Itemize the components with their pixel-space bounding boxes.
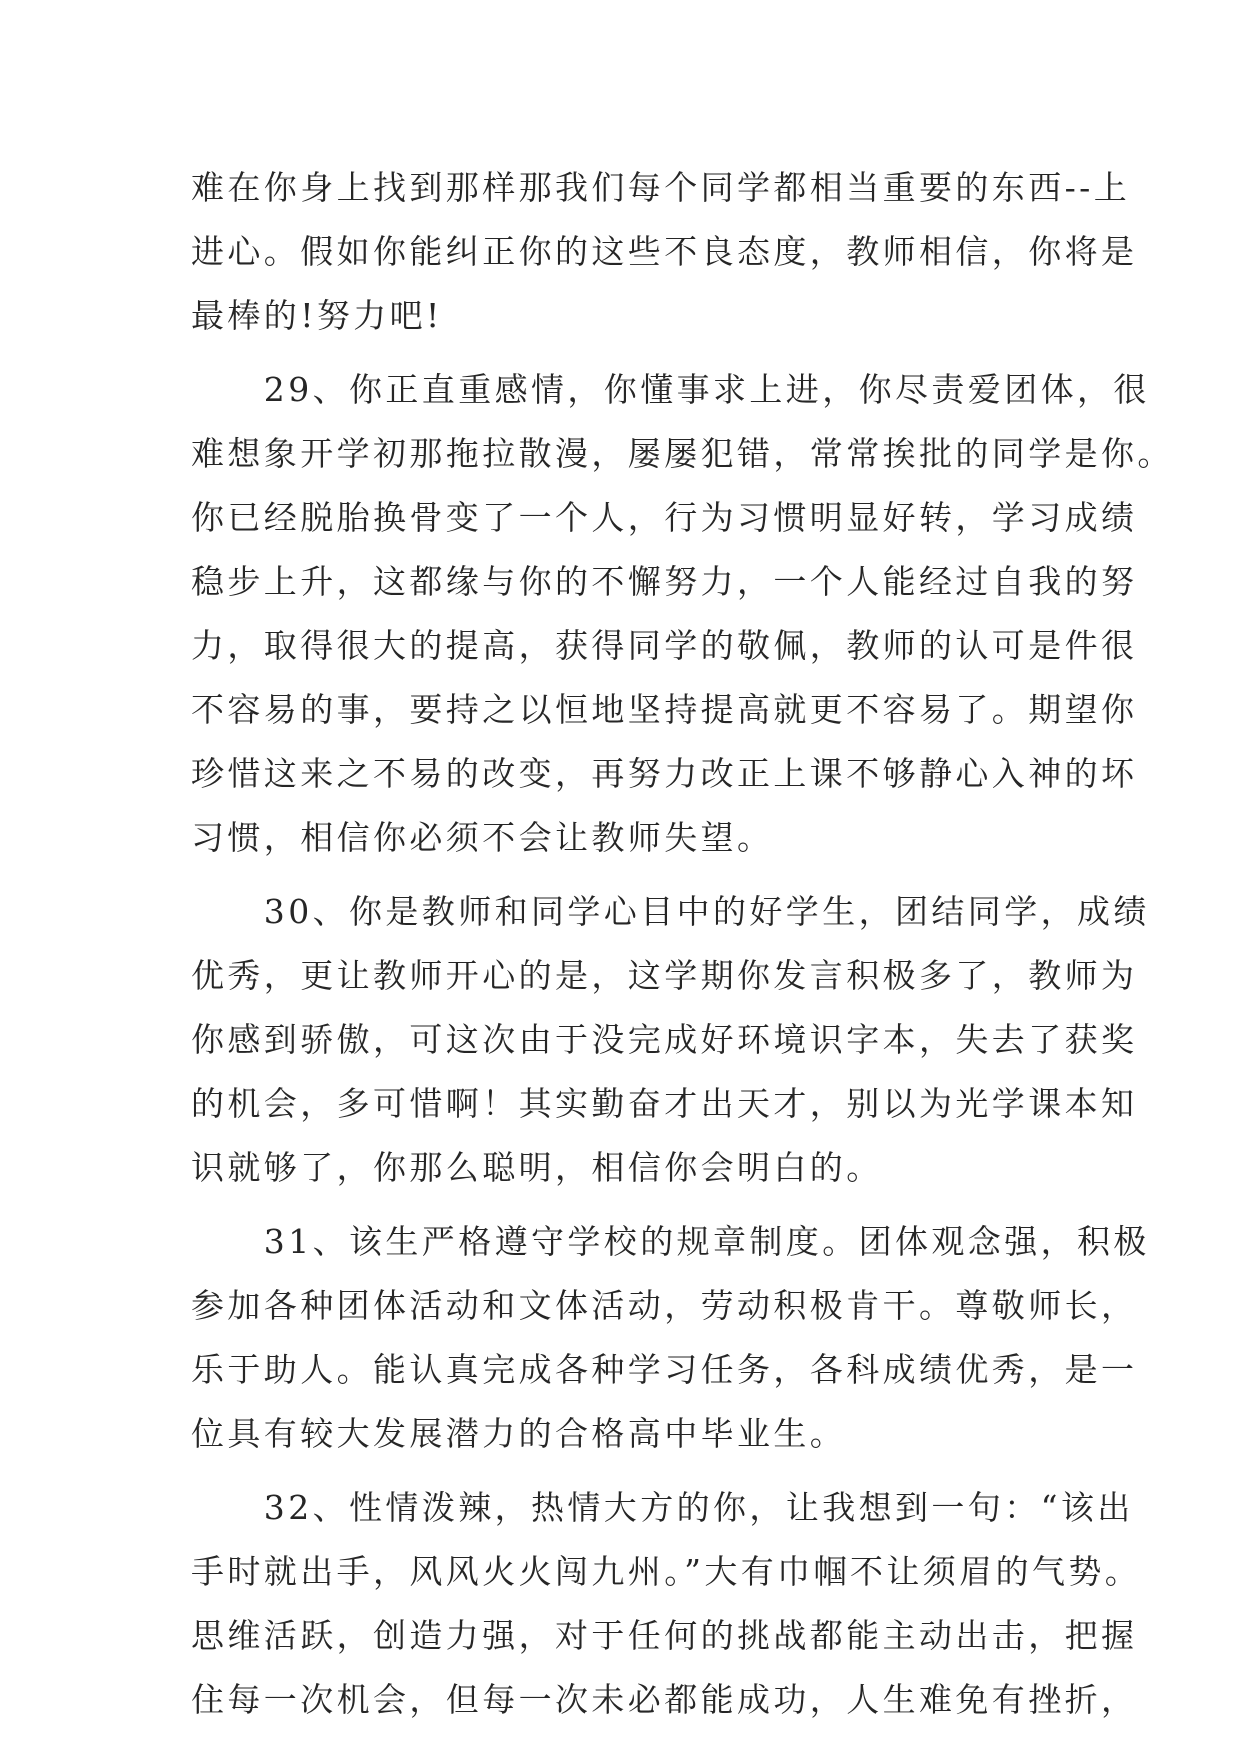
text-line: 进心。假如你能纠正你的这些不良态度，教师相信，你将是 — [191, 232, 1138, 271]
paragraph-30 — [191, 880, 1150, 1200]
paragraph-31 — [191, 1210, 1150, 1466]
text-line: 最棒的!努力吧! — [191, 296, 443, 335]
text-line: 参加各种团体活动和文体活动，劳动积极肯干。尊敬师长， — [191, 1286, 1138, 1325]
text-line: 32、性情泼辣，热情大方的你，让我想到一句：“该出 — [191, 1488, 1134, 1527]
text-line: 乐于助人。能认真完成各种学习任务，各科成绩优秀，是一 — [191, 1350, 1138, 1389]
text-line: 不容易的事，要持之以恒地坚持提高就更不容易了。期望你 — [191, 690, 1138, 729]
text-line: 31、该生严格遵守学校的规章制度。团体观念强，积极 — [191, 1222, 1150, 1261]
text-line: 稳步上升，这都缘与你的不懈努力，一个人能经过自我的努 — [191, 562, 1138, 601]
text-line: 习惯，相信你必须不会让教师失望。 — [191, 818, 774, 857]
text-line: 你感到骄傲，可这次由于没完成好环境识字本，失去了获奖 — [191, 1020, 1138, 1059]
text-line: 力，取得很大的提高，获得同学的敬佩，教师的认可是件很 — [191, 626, 1138, 665]
text-line: 的机会，多可惜啊！其实勤奋才出天才，别以为光学课本知 — [191, 1084, 1138, 1123]
text-line: 思维活跃，创造力强，对于任何的挑战都能主动出击，把握 — [191, 1616, 1138, 1655]
text-line: 难在你身上找到那样那我们每个同学都相当重要的东西--上 — [191, 168, 1131, 207]
text-line: 住每一次机会，但每一次未必都能成功，人生难免有挫折， — [191, 1680, 1138, 1719]
text-line: 难想象开学初那拖拉散漫，屡屡犯错，常常挨批的同学是你。 — [191, 434, 1174, 473]
text-line: 29、你正直重感情，你懂事求上进，你尽责爱团体，很 — [191, 370, 1150, 409]
document-body — [191, 156, 1174, 1732]
paragraph-29 — [191, 358, 1174, 870]
text-line: 你已经脱胎换骨变了一个人，行为习惯明显好转，学习成绩 — [191, 498, 1138, 537]
text-line: 优秀，更让教师开心的是，这学期你发言积极多了，教师为 — [191, 956, 1138, 995]
paragraph-32 — [191, 1476, 1142, 1732]
text-line: 30、你是教师和同学心目中的好学生，团结同学，成绩 — [191, 892, 1150, 931]
text-line: 位具有较大发展潜力的合格高中毕业生。 — [191, 1414, 847, 1453]
text-line: 手时就出手，风风火火闯九州。”大有巾帼不让须眉的气势。 — [191, 1552, 1142, 1591]
paragraph-1 — [191, 156, 1138, 348]
text-line: 识就够了，你那么聪明，相信你会明白的。 — [191, 1148, 883, 1187]
text-line: 珍惜这来之不易的改变，再努力改正上课不够静心入神的坏 — [191, 754, 1138, 793]
